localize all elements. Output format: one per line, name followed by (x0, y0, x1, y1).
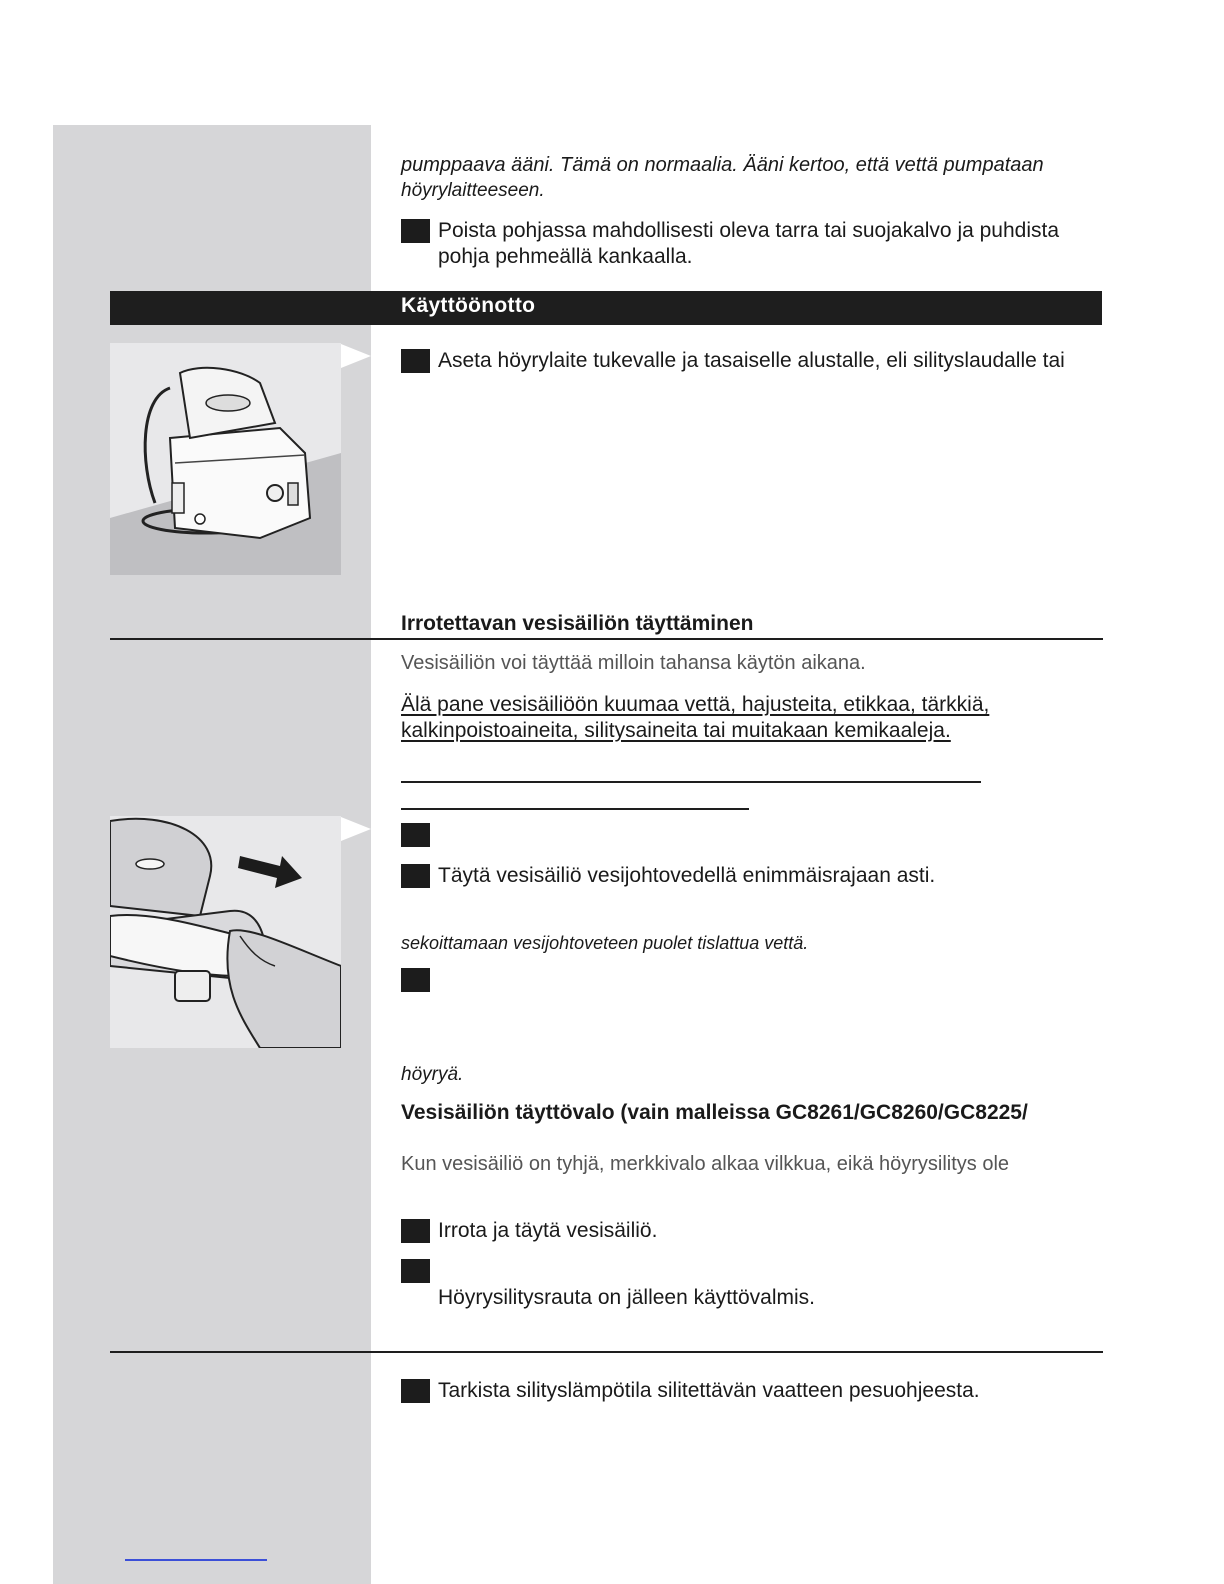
step-bullet (401, 864, 430, 888)
note-pump-sound-line1: pumppaava ääni. Tämä on normaalia. Ääni kertoo, että vettä pumpataan (401, 154, 1044, 176)
subsection-rule (110, 638, 1103, 640)
subsection-title-fill-tank: Irrotettavan vesisäiliön täyttäminen (401, 612, 754, 635)
step-remove-sticker-line1: Poista pohjassa mahdollisesti oleva tarra tai suojakalvo ja puhdista (438, 219, 1060, 242)
underline-rule (401, 808, 749, 810)
step-bullet (401, 219, 430, 243)
note-pump-sound-line2: höyrylaitteeseen. (401, 180, 545, 201)
figure-remove-tank (110, 816, 341, 1048)
section-heading-bar (110, 291, 1102, 325)
warning-line2: kalkinpoistoaineita, silitysaineita tai muitakaan kemikaaleja. (401, 719, 951, 742)
step-remove-sticker-line2: pohja pehmeällä kankaalla. (438, 245, 693, 268)
subsection-title-tank-light: Vesisäiliön täyttövalo (vain malleissa GC8261/GC8260/GC8225/ (401, 1101, 1028, 1124)
step-bullet (401, 1219, 430, 1243)
figure-steam-generator (110, 343, 341, 575)
step-refill-tank: Irrota ja täytä vesisäiliö. (438, 1219, 658, 1242)
step-bullet (401, 349, 430, 373)
note-mix-water: sekoittamaan vesijohtoveteen puolet tislattua vettä. (401, 933, 809, 953)
info-tank-empty: Kun vesisäiliö on tyhjä, merkkivalo alkaa vilkkua, eikä höyrysilitys ole (401, 1153, 1010, 1175)
steam-generator-illustration (110, 343, 341, 575)
figure-pointer (341, 344, 371, 368)
footer-link-underline[interactable] (125, 1559, 267, 1561)
step-bullet (401, 968, 430, 992)
step-place-appliance: Aseta höyrylaite tukevalle ja tasaiselle alustalle, eli silityslaudalle tai (438, 349, 1065, 372)
section-title: Käyttöönotto (401, 294, 536, 317)
step-check-temperature: Tarkista silityslämpötila silitettävän vaatteen pesuohjeesta. (438, 1379, 980, 1402)
note-steam: höyryä. (401, 1064, 464, 1085)
figure-pointer (341, 817, 371, 841)
remove-tank-illustration (110, 816, 341, 1048)
ready-message: Höyrysilitysrauta on jälleen käyttövalmis. (438, 1286, 815, 1309)
underline-rule (401, 781, 981, 783)
info-fill-anytime: Vesisäiliön voi täyttää milloin tahansa käytön aikana. (401, 652, 866, 674)
section-rule (110, 1351, 1103, 1353)
step-bullet (401, 1259, 430, 1283)
step-fill-tank: Täytä vesisäiliö vesijohtovedellä enimmäisrajaan asti. (438, 864, 936, 887)
warning-line1: Älä pane vesisäiliöön kuumaa vettä, hajusteita, etikkaa, tärkkiä, (401, 693, 990, 716)
step-bullet (401, 823, 430, 847)
step-bullet (401, 1379, 430, 1403)
